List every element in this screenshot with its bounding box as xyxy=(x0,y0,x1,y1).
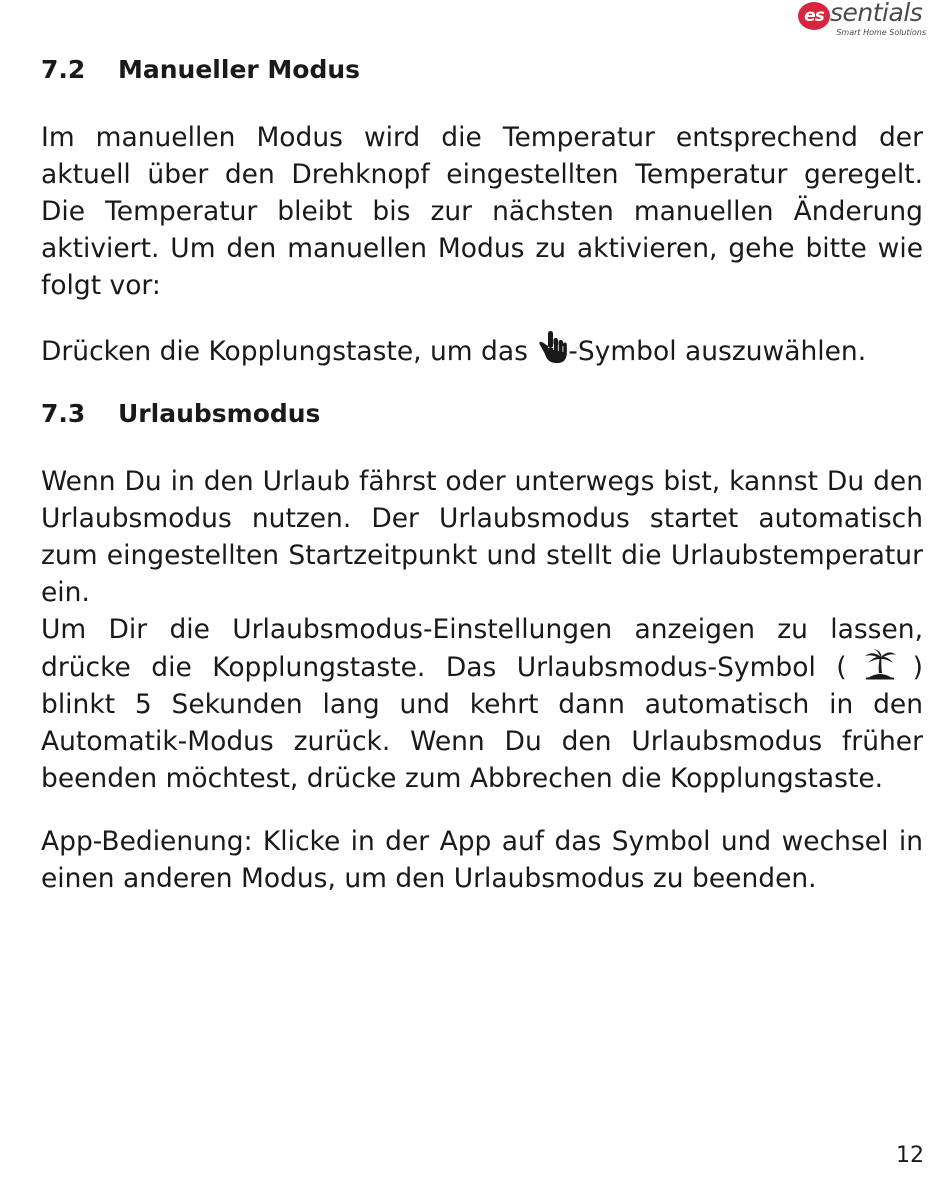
page-content xyxy=(41,48,923,897)
manual-mode-description: Im manuellen Modus wird die Temperatur entsprechend der aktuell über den Drehknopf eingestellten Temperatur geregelt. Die Temperatur bleibt bis zur nächsten manuellen Änderung aktiviert. Um den manuellen Modus zu aktivieren, gehe bitte wie folgt vor: xyxy=(41,122,923,301)
hand-pointer-icon xyxy=(537,330,567,364)
section-title: Urlaubsmodus xyxy=(118,399,321,428)
section-heading-manual-mode xyxy=(41,48,923,92)
logo-wordmark: sentials xyxy=(830,0,923,27)
page-number: 12 xyxy=(896,1143,924,1168)
instruction-text-start: Drücken die Kopplungstaste, um das xyxy=(41,336,537,367)
section-number: 7.3 xyxy=(41,399,86,428)
logo-mark: es xyxy=(798,2,830,30)
palm-tree-icon xyxy=(863,648,897,680)
app-operation-text: Klicke in der App auf das Symbol und wechsel in einen anderen Modus, um den Urlaubsmodus zu beenden. xyxy=(41,826,923,894)
logo-tagline: Smart Home Solutions xyxy=(836,28,926,37)
section-title: Manueller Modus xyxy=(118,55,361,84)
manual-mode-instruction xyxy=(41,330,923,370)
brand-logo xyxy=(798,2,926,38)
settings-text-start: Um Dir die Urlaubsmodus-Einstellungen anzeigen zu lassen, drücke die Kopplungstaste. Das Urlaubsmodus-Symbol ( xyxy=(41,614,923,683)
app-operation-note xyxy=(41,823,923,897)
vacation-mode-settings xyxy=(41,611,923,797)
app-operation-label: App-Bedienung: xyxy=(41,826,253,857)
section-number: 7.2 xyxy=(41,55,86,84)
vacation-mode-description: Wenn Du in den Urlaub fährst oder unterwegs bist, kannst Du den Urlaubsmodus nutzen. Der Urlaubsmodus startet automatisch zum eingestellten Startzeitpunkt und stellt die Urlaubstemperatur ein. xyxy=(41,466,923,608)
section-heading-vacation-mode xyxy=(41,392,923,436)
instruction-text-end: -Symbol auszuwählen. xyxy=(568,336,867,367)
settings-text-end: ) blinkt 5 Sekunden lang und kehrt dann automatisch in den Automatik-Modus zurück. Wenn Du den Urlaubsmodus früher beenden möchtest, drücke zum Abbrechen die Kopplungstaste. xyxy=(41,652,923,794)
